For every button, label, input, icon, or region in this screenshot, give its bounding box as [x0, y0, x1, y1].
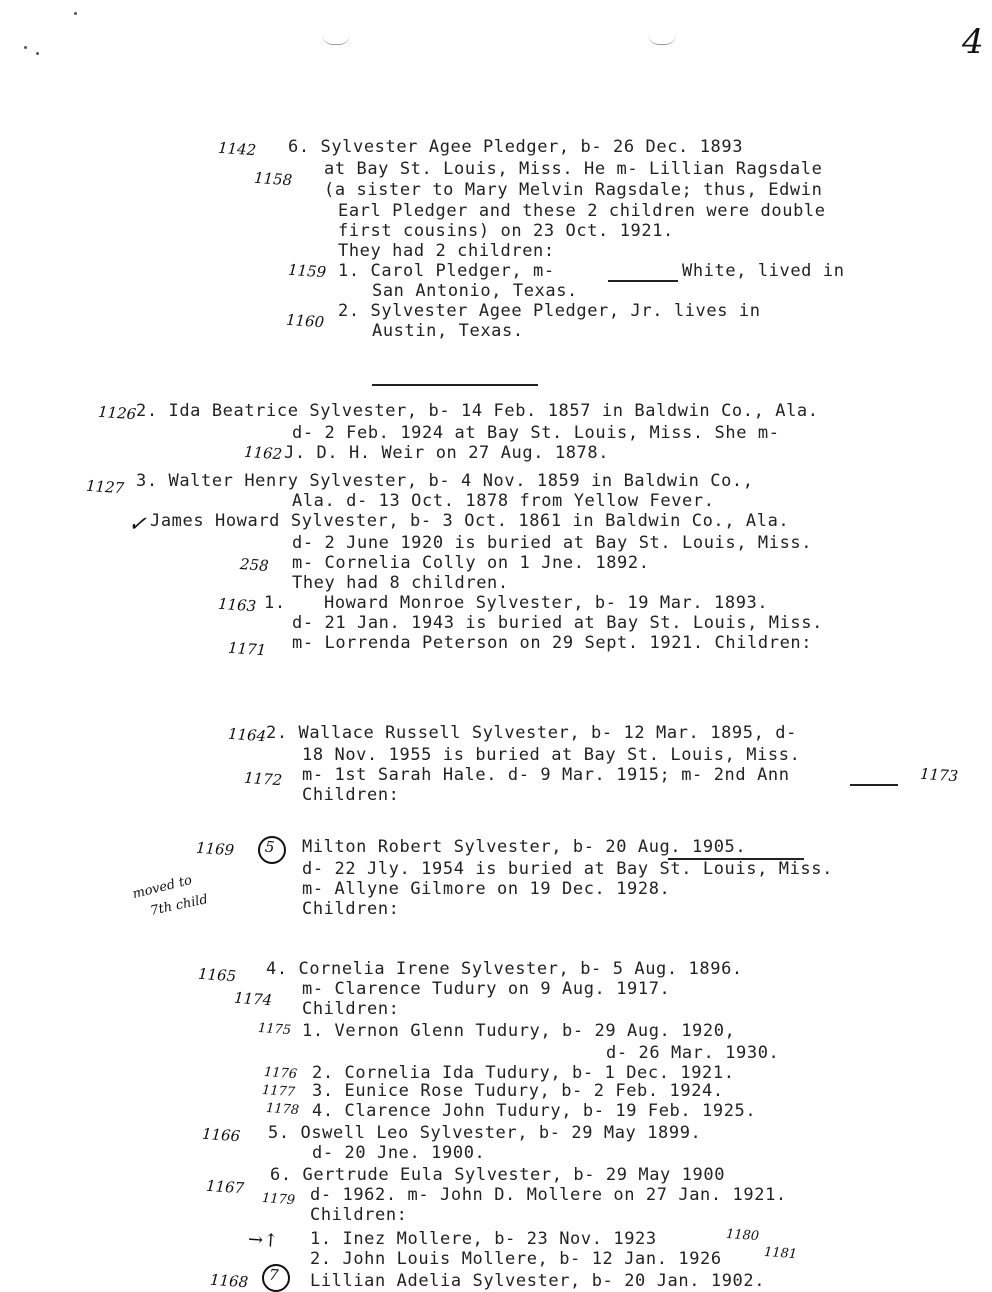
entry-line: Milton Robert Sylvester, b- 20 Aug. 1905. — [302, 837, 747, 857]
entry-line: Earl Pledger and these 2 children were double — [338, 201, 826, 221]
entry-line: 5. Oswell Leo Sylvester, b- 29 May 1899. — [268, 1123, 702, 1143]
scan-speck — [24, 46, 27, 49]
circled-digit: 5 — [264, 837, 276, 857]
margin-note: 1160 — [285, 310, 325, 332]
margin-note: 1180 — [725, 1226, 760, 1245]
entry-line: d- 2 Feb. 1924 at Bay St. Louis, Miss. She m- — [292, 423, 780, 443]
entry-line: d- 2 June 1920 is buried at Bay St. Louis, Miss. — [292, 533, 813, 553]
entry-line: 2. Sylvester Agee Pledger, Jr. lives in — [338, 301, 761, 321]
entry-line: 2. Ida Beatrice Sylvester, b- 14 Feb. 1857 in Baldwin Co., Ala. — [136, 401, 819, 421]
entry-line: (a sister to Mary Melvin Ragsdale; thus, Edwin — [324, 180, 823, 200]
margin-note: 1174 — [233, 988, 273, 1010]
entry-line: 6. Gertrude Eula Sylvester, b- 29 May 1900 — [270, 1165, 726, 1185]
scan-speck — [74, 12, 77, 15]
entry-line: 1. — [264, 593, 286, 613]
margin-note: 1126 — [97, 402, 137, 424]
entry-line: 6. Sylvester Agee Pledger, b- 26 Dec. 1893 — [288, 137, 744, 157]
entry-line: m- Allyne Gilmore on 19 Dec. 1928. — [302, 879, 671, 899]
entry-line: James Howard Sylvester, b- 3 Oct. 1861 in Baldwin Co., Ala. — [150, 511, 790, 531]
margin-note: 1159 — [287, 260, 327, 282]
margin-note: 1173 — [919, 764, 959, 786]
entry-line: 2. John Louis Mollere, b- 12 Jan. 1926 — [310, 1249, 722, 1269]
margin-note: 7th child — [149, 892, 210, 919]
margin-note: moved to — [131, 872, 194, 903]
entry-line: White, lived in — [682, 261, 845, 281]
entry-line: J. D. H. Weir on 27 Aug. 1878. — [284, 443, 610, 463]
margin-note: 1175 — [257, 1020, 292, 1039]
entry-line: d- 21 Jan. 1943 is buried at Bay St. Louis, Miss. — [292, 613, 823, 633]
margin-note: 1169 — [195, 838, 235, 860]
entry-line: 1. Carol Pledger, m- — [338, 261, 555, 281]
entry-line: first cousins) on 23 Oct. 1921. — [338, 221, 674, 241]
arrow-icon: →↑ — [247, 1228, 279, 1253]
margin-note: 1176 — [263, 1064, 298, 1083]
page-number: 4 — [962, 22, 984, 62]
punch-hole-mark — [322, 34, 350, 45]
margin-note: 1177 — [261, 1082, 296, 1101]
circled-digit: 7 — [268, 1265, 280, 1285]
entry-line: 2. Wallace Russell Sylvester, b- 12 Mar. 1895, d- — [266, 723, 797, 743]
entry-line: Ala. d- 13 Oct. 1878 from Yellow Fever. — [292, 491, 715, 511]
margin-note: 1163 — [217, 594, 257, 616]
entry-line: Lillian Adelia Sylvester, b- 20 Jan. 1902. — [310, 1271, 766, 1291]
entry-line: 18 Nov. 1955 is buried at Bay St. Louis, Miss. — [302, 745, 801, 765]
margin-note: 1179 — [261, 1190, 296, 1209]
margin-note: 1167 — [205, 1176, 245, 1198]
entry-line: Austin, Texas. — [372, 321, 524, 341]
section-divider — [372, 384, 538, 386]
entry-line: They had 2 children: — [338, 241, 555, 261]
entry-line: Children: — [310, 1205, 408, 1225]
entry-line: d- 26 Mar. 1930. — [606, 1043, 780, 1063]
entry-line: d- 1962. m- John D. Mollere on 27 Jan. 1921. — [310, 1185, 787, 1205]
entry-line: m- Lorrenda Peterson on 29 Sept. 1921. Children: — [292, 633, 813, 653]
entry-line: m- 1st Sarah Hale. d- 9 Mar. 1915; m- 2nd Ann — [302, 765, 790, 785]
entry-line: 3. Eunice Rose Tudury, b- 2 Feb. 1924. — [312, 1081, 724, 1101]
entry-line: 1. Vernon Glenn Tudury, b- 29 Aug. 1920, — [302, 1021, 736, 1041]
entry-line: Howard Monroe Sylvester, b- 19 Mar. 1893. — [324, 593, 769, 613]
entry-line: m- Cornelia Colly on 1 Jne. 1892. — [292, 553, 650, 573]
blank-line — [850, 784, 898, 786]
entry-line: d- 22 Jly. 1954 is buried at Bay St. Louis, Miss. — [302, 859, 833, 879]
entry-line: 2. Cornelia Ida Tudury, b- 1 Dec. 1921. — [312, 1063, 735, 1083]
margin-note: 1171 — [227, 638, 267, 660]
checkmark-icon: ✓ — [127, 511, 148, 538]
margin-note: 1162 — [243, 442, 283, 464]
margin-note: 1168 — [209, 1270, 249, 1292]
entry-line: 4. Clarence John Tudury, b- 19 Feb. 1925. — [312, 1101, 757, 1121]
margin-note: 1164 — [227, 724, 267, 746]
entry-line: They had 8 children. — [292, 573, 509, 593]
margin-note: 1181 — [763, 1244, 798, 1263]
punch-hole-mark — [648, 34, 676, 45]
entry-line: 1. Inez Mollere, b- 23 Nov. 1923 — [310, 1229, 657, 1249]
entry-line: d- 20 Jne. 1900. — [312, 1143, 486, 1163]
entry-line: Children: — [302, 899, 400, 919]
entry-line: 3. Walter Henry Sylvester, b- 4 Nov. 1859 in Baldwin Co., — [136, 471, 754, 491]
margin-note: 258 — [239, 555, 270, 575]
scan-speck — [36, 52, 39, 55]
entry-line: at Bay St. Louis, Miss. He m- Lillian Ragsdale — [324, 159, 823, 179]
entry-line: Children: — [302, 785, 400, 805]
entry-line: m- Clarence Tudury on 9 Aug. 1917. — [302, 979, 671, 999]
margin-note: 1127 — [85, 476, 125, 498]
entry-line: Children: — [302, 999, 400, 1019]
margin-note: 1158 — [253, 168, 293, 190]
entry-line: San Antonio, Texas. — [372, 281, 578, 301]
margin-note: 1142 — [217, 138, 257, 160]
margin-note: 1165 — [197, 964, 237, 986]
entry-line: 4. Cornelia Irene Sylvester, b- 5 Aug. 1896. — [266, 959, 743, 979]
margin-note: 1178 — [265, 1100, 300, 1119]
blank-line — [608, 280, 678, 282]
margin-note: 1166 — [201, 1124, 241, 1146]
margin-note: 1172 — [243, 768, 283, 790]
